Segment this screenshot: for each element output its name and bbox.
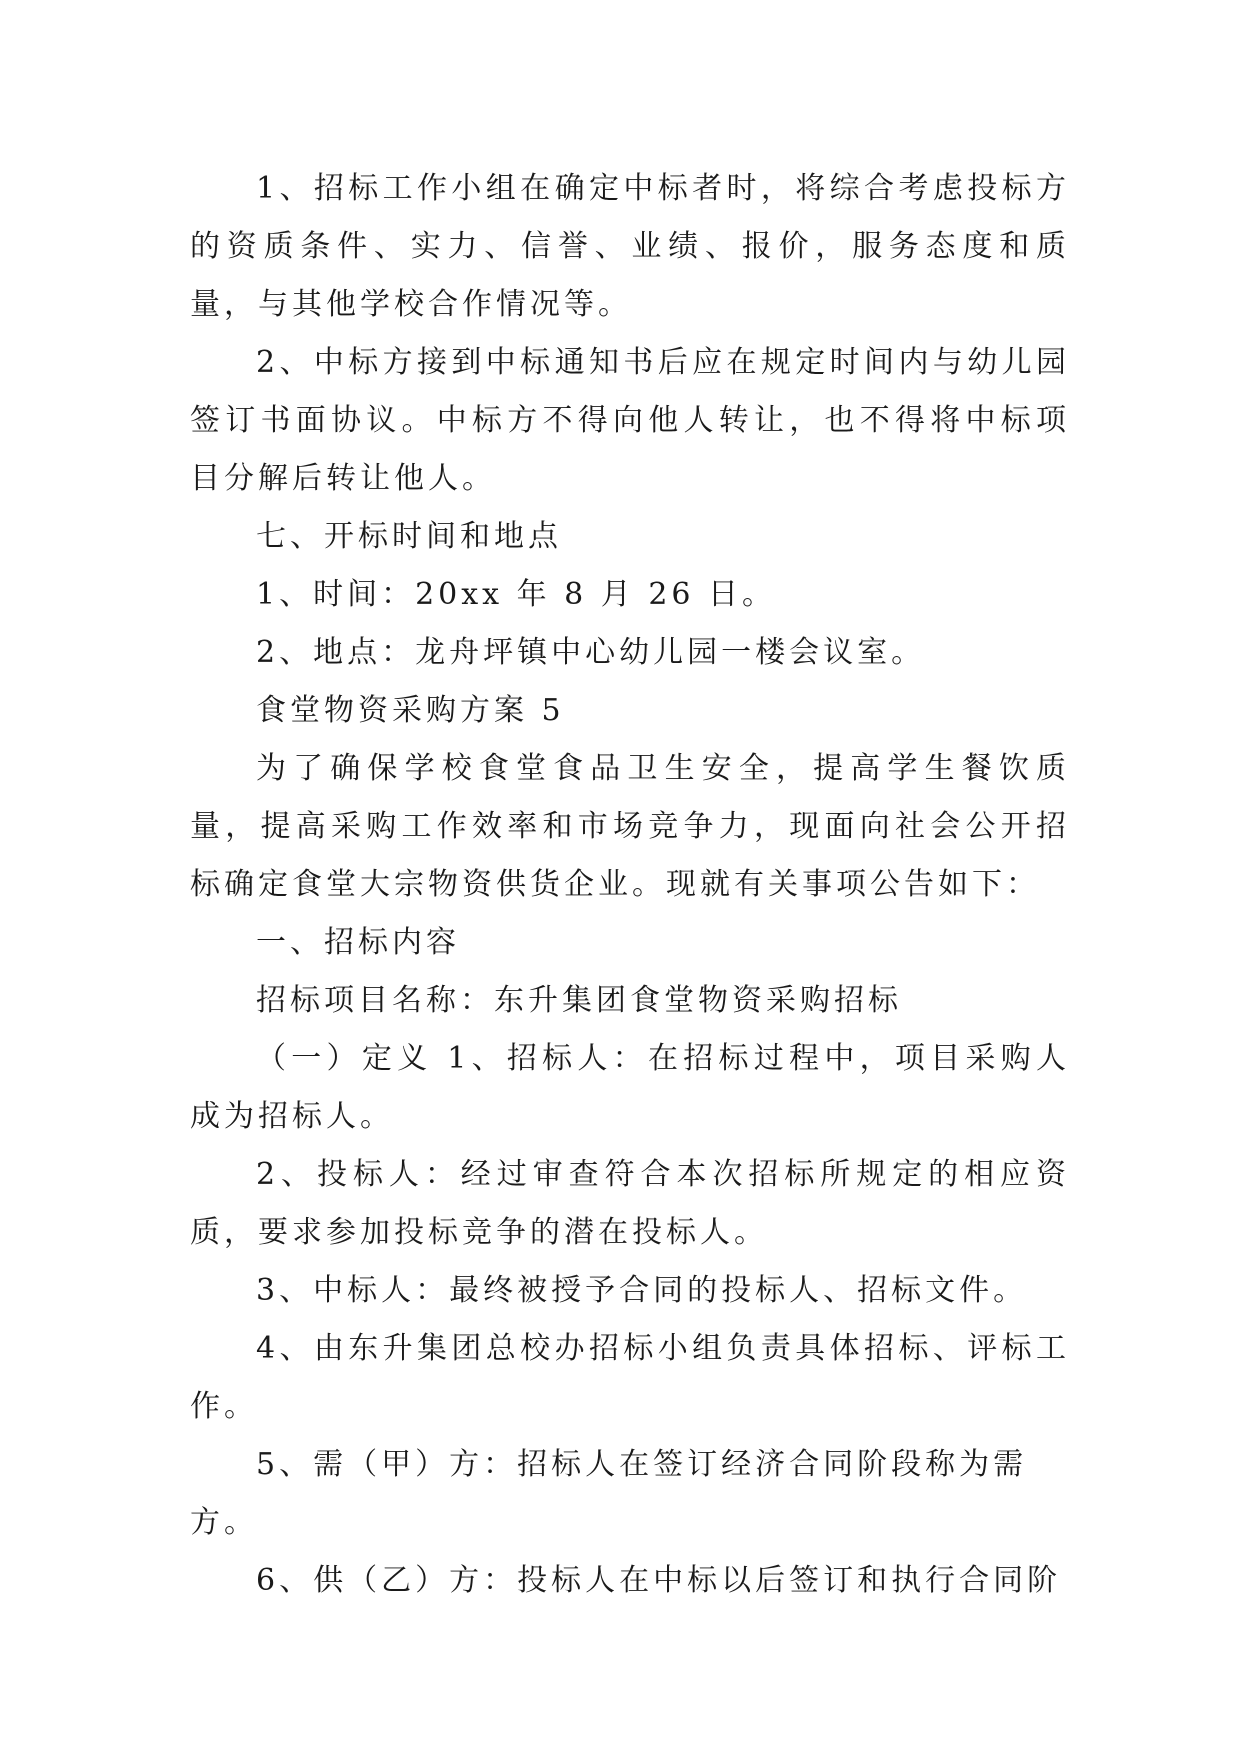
paragraph: 为了确保学校食堂食品卫生安全，提高学生餐饮质量，提高采购工作效率和市场竞争力，现面向社会公开招标确定食堂大宗物资供货企业。现就有关事项公告如下： bbox=[190, 751, 1070, 902]
section-heading: 一、招标内容 bbox=[256, 925, 460, 960]
paragraph: 4、由东升集团总校办招标小组负责具体招标、评标工作。 bbox=[190, 1331, 1070, 1424]
document-title: 食堂物资采购方案 5 bbox=[256, 693, 565, 728]
paragraph: 6、供（乙）方：投标人在中标以后签订和执行合同阶 bbox=[256, 1563, 1062, 1598]
paragraph: 3、中标人：最终被授予合同的投标人、招标文件。 bbox=[256, 1273, 1028, 1308]
paragraph: 1、时间：20xx 年 8 月 26 日。 bbox=[256, 577, 777, 612]
paragraph: 招标项目名称：东升集团食堂物资采购招标 bbox=[256, 983, 902, 1018]
paragraph: （一）定义 1、招标人：在招标过程中，项目采购人成为招标人。 bbox=[190, 1041, 1070, 1134]
paragraph: 1、招标工作小组在确定中标者时，将综合考虑投标方的资质条件、实力、信誉、业绩、报价，服务态度和质量，与其他学校合作情况等。 bbox=[190, 171, 1070, 322]
paragraph: 2、地点：龙舟坪镇中心幼儿园一楼会议室。 bbox=[256, 635, 926, 670]
paragraph: 2、中标方接到中标通知书后应在规定时间内与幼儿园签订书面协议。中标方不得向他人转让，也不得将中标项目分解后转让他人。 bbox=[190, 345, 1070, 496]
paragraph: 5、需（甲）方：招标人在签订经济合同阶段称为需方。 bbox=[190, 1447, 1028, 1540]
section-heading: 七、开标时间和地点 bbox=[256, 519, 562, 554]
document-body bbox=[190, 160, 1070, 1610]
paragraph: 2、投标人：经过审查符合本次招标所规定的相应资质，要求参加投标竞争的潜在投标人。 bbox=[190, 1157, 1070, 1250]
